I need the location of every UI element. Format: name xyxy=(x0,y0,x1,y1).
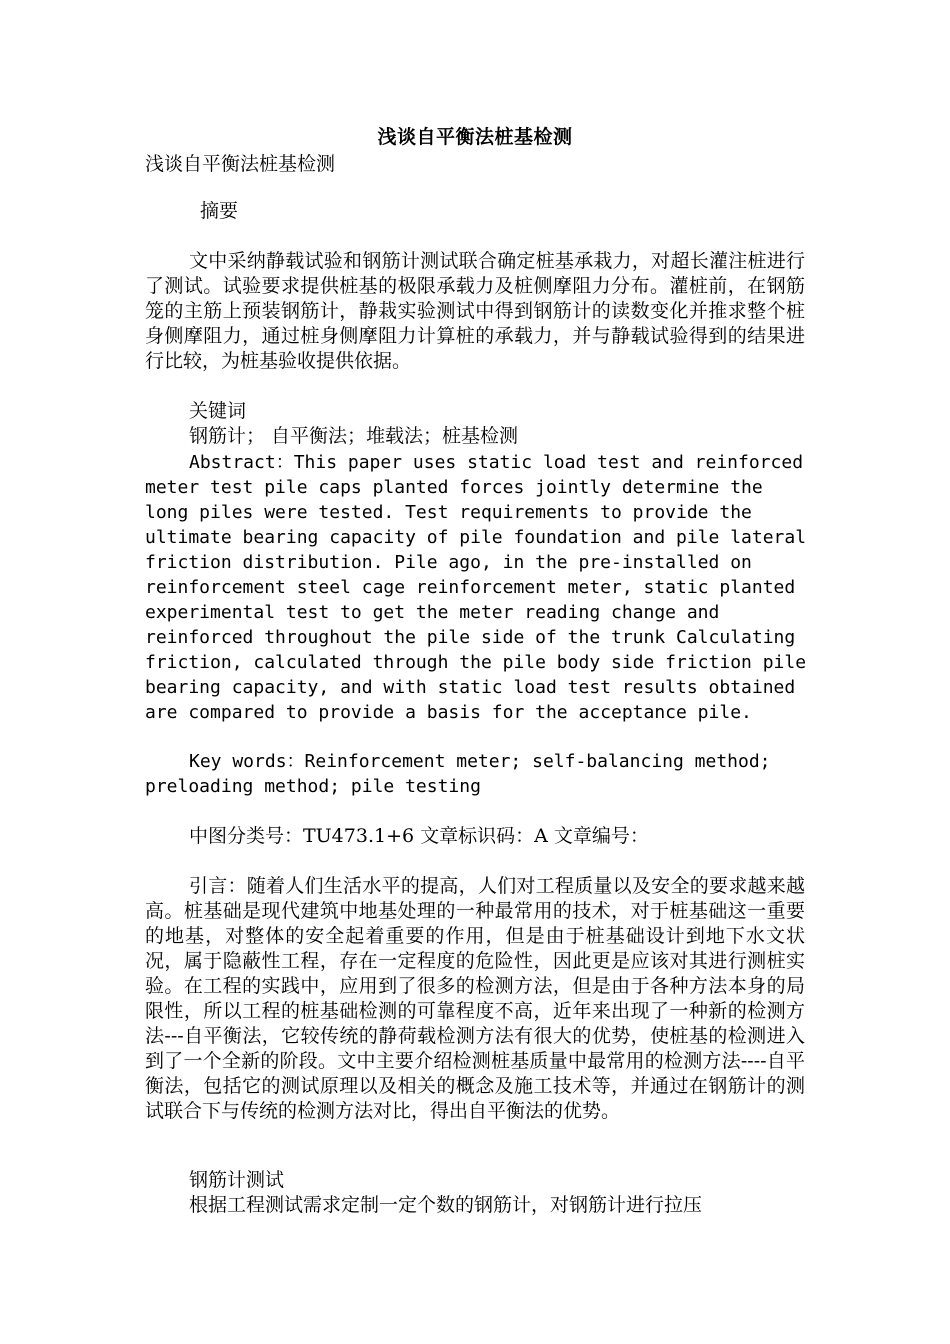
document-subtitle: 浅谈自平衡法桩基检测 xyxy=(145,153,336,175)
section-paragraph: 根据工程测试需求定制一定个数的钢筋计，对钢筋计进行拉压 xyxy=(189,1194,703,1216)
introduction-paragraph: 引言：随着人们生活水平的提高，人们对工程质量以及安全的要求越来越高。桩基础是现代建筑中地基处理的一种最常用的技术，对于桩基础这一重要的地基，对整体的安全起着重要的作用，但是由于桩基础设计到地下水文状况，属于隐蔽性工程，存在一定程度的危险性，因此更是应该对其进行测桩实验。在工程的实践中，应用到了很多的检测方法，但是由于各种方法本身的局限性，所以工程的桩基础检测的可靠程度不高，近年来出现了一种新的检测方法---自平衡法，它较传统的静荷载检测方法有很大的优势，使桩基的检测进入到了一个全新的阶段。文中主要介绍检测桩基质量中最常用的检测方法----自平衡法，包括它的测试原理以及相关的概念及施工技术等，并通过在钢筋计的测试联合下与传统的检测方法对比，得出自平衡法的优势。 xyxy=(145,875,805,1122)
abstract-chinese: 文中采纳静载试验和钢筋计测试联合确定桩基承栽力，对超长灌注桩进行了测试。试验要求提供桩基的极限承载力及桩侧摩阻力分布。灌桩前，在钢筋笼的主筋上预装钢筋计，静栽实验测试中得到钢筋计的读数变化并推求整个桩身侧摩阻力，通过桩身侧摩阻力计算桩的承载力，并与静载试验得到的结果进行比较，为桩基验收提供依据。 xyxy=(145,250,805,372)
section-heading: 钢筋计测试 xyxy=(189,1169,285,1191)
keywords-chinese: 钢筋计； 自平衡法；堆载法；桩基检测 xyxy=(189,425,519,447)
keywords-heading: 关键词 xyxy=(189,400,247,422)
classification-line: 中图分类号：TU473.1+6 文章标识码：A 文章编号： xyxy=(189,825,649,847)
abstract-heading: 摘要 xyxy=(200,200,239,222)
abstract-english: Abstract：This paper uses static load test and reinforced meter test pile caps planted forces jointly determine the long piles were tested. Test requirements to provide the ultimate bearing capacity of pile foundation and pile lateral friction distribution. Pile ago, in the pre-installed on reinforcement steel cage reinforcement meter, static planted experimental test to get the meter reading change and reinforced throughout the pile side of the trunk Calculating friction, calculated through the pile body side friction pile bearing capacity, and with static load test results obtained are compared to provide a basis for the acceptance pile. xyxy=(145,452,807,723)
keywords-english: Key words：Reinforcement meter; self-balancing method; preloading method; pile testing xyxy=(145,751,771,797)
document-title: 浅谈自平衡法桩基检测 xyxy=(377,126,573,148)
